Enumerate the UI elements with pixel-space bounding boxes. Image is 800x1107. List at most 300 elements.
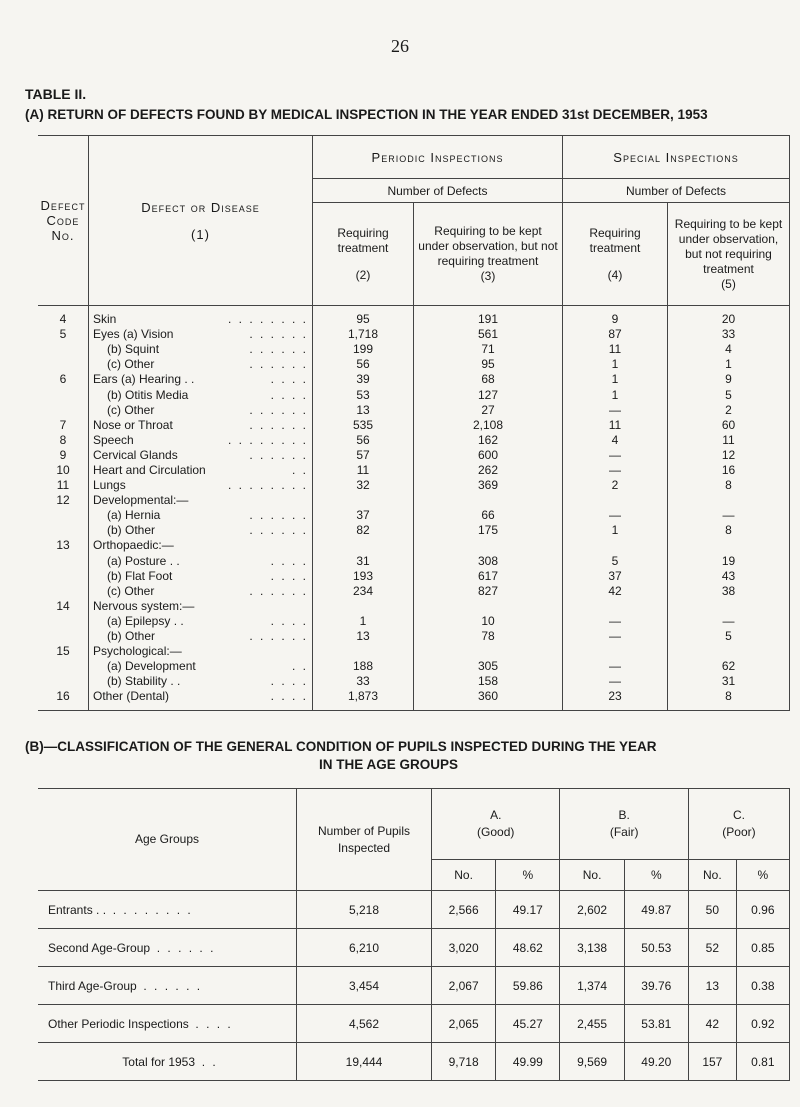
table-row [38, 554, 790, 569]
defect-code [38, 674, 89, 689]
leader-dots: . . . . [270, 553, 308, 568]
header-req-observation-special: Requiring to be kept under observation, but not requiring treatment (5) [668, 203, 790, 306]
defect-code [38, 387, 89, 402]
periodic-observation: 10 [414, 614, 563, 629]
defect-name [89, 659, 313, 674]
defect-label: Eyes (a) Vision [93, 327, 174, 342]
special-treatment: 5 [563, 554, 668, 569]
defect-name [89, 523, 313, 538]
special-treatment [563, 644, 668, 659]
header-good: A. (Good) [432, 789, 560, 860]
periodic-observation: 175 [414, 523, 563, 538]
defect-name [89, 433, 313, 448]
leader-dots: . . . . . . [249, 583, 308, 598]
table-row [38, 584, 790, 599]
table-row [38, 644, 790, 659]
leader-dots: . . . . . . . . [227, 312, 308, 327]
table-row [38, 659, 790, 674]
table-row [38, 463, 790, 478]
header-periodic: Periodic Inspections [313, 136, 563, 179]
periodic-observation: 27 [414, 403, 563, 418]
fair-pct: 49.20 [624, 1043, 688, 1081]
special-observation: 4 [668, 342, 790, 357]
defect-label: Nervous system:— [93, 598, 195, 613]
leader-dots: . . . . . . [249, 342, 308, 357]
defect-code: 4 [38, 306, 89, 328]
special-treatment: — [563, 508, 668, 523]
defect-label: Orthopaedic:— [93, 538, 174, 553]
table-row [38, 1043, 790, 1081]
periodic-treatment: 32 [313, 478, 414, 493]
leader-dots: . . . . [195, 1016, 233, 1031]
defect-name [89, 357, 313, 372]
table-row [38, 599, 790, 614]
table-row [38, 523, 790, 538]
defect-code: 15 [38, 644, 89, 659]
section-a-title: (A) RETURN OF DEFECTS FOUND BY MEDICAL INSPECTION IN THE YEAR ENDED 31st DECEMBER, 1953 [25, 107, 708, 122]
defect-label: (a) Posture . . [107, 553, 180, 568]
special-observation: 8 [668, 478, 790, 493]
special-observation: 11 [668, 433, 790, 448]
periodic-observation: 191 [414, 306, 563, 328]
special-observation: 33 [668, 327, 790, 342]
defect-label: (a) Hernia [107, 508, 161, 523]
header-disease: Defect or Disease (1) [89, 136, 313, 306]
good-pct: 48.62 [496, 929, 560, 967]
defect-label: (b) Other [107, 629, 156, 644]
good-no: 2,067 [432, 967, 496, 1005]
periodic-observation: 600 [414, 448, 563, 463]
defect-label: (b) Otitis Media [107, 387, 189, 402]
special-treatment: — [563, 614, 668, 629]
special-treatment: 1 [563, 523, 668, 538]
special-treatment: 23 [563, 689, 668, 711]
page-number: 26 [391, 36, 409, 56]
header-fair-no: No. [560, 860, 624, 891]
periodic-treatment [313, 538, 414, 553]
defect-label: (c) Other [107, 583, 155, 598]
poor-no: 52 [688, 929, 736, 967]
special-observation: 60 [668, 418, 790, 433]
special-observation: 5 [668, 387, 790, 402]
defect-code [38, 342, 89, 357]
special-observation: 12 [668, 448, 790, 463]
header-good-no: No. [432, 860, 496, 891]
poor-pct: 0.38 [736, 967, 789, 1005]
age-group-label: Third Age-Group [48, 978, 137, 993]
periodic-observation: 71 [414, 342, 563, 357]
age-group-label: Total for 1953 [122, 1054, 196, 1069]
periodic-observation: 308 [414, 554, 563, 569]
special-treatment: — [563, 659, 668, 674]
fair-pct: 39.76 [624, 967, 688, 1005]
table-row [38, 614, 790, 629]
defect-name [89, 403, 313, 418]
header-req-treatment-periodic: Requiring treatment (2) [313, 203, 414, 306]
header-number-defects-special: Number of Defects [563, 179, 790, 203]
age-group [38, 967, 297, 1005]
good-no: 2,065 [432, 1005, 496, 1043]
table-row [38, 569, 790, 584]
age-group-label: Entrants . . [48, 902, 107, 917]
special-observation: — [668, 508, 790, 523]
good-pct: 49.99 [496, 1043, 560, 1081]
periodic-observation: 66 [414, 508, 563, 523]
good-pct: 49.17 [496, 891, 560, 929]
header-age-groups: Age Groups [38, 789, 297, 891]
defect-code: 13 [38, 538, 89, 553]
fair-pct: 49.87 [624, 891, 688, 929]
classification-table [38, 788, 790, 1081]
defect-name [89, 493, 313, 508]
defect-name [89, 387, 313, 402]
defect-code: 16 [38, 689, 89, 711]
fair-no: 3,138 [560, 929, 624, 967]
pupils-inspected: 5,218 [297, 891, 432, 929]
special-treatment: 87 [563, 327, 668, 342]
periodic-observation [414, 644, 563, 659]
header-poor: C. (Poor) [688, 789, 789, 860]
header-fair-pct: % [624, 860, 688, 891]
special-treatment: 1 [563, 387, 668, 402]
fair-no: 9,569 [560, 1043, 624, 1081]
periodic-observation: 262 [414, 463, 563, 478]
periodic-treatment [313, 493, 414, 508]
defect-name [89, 644, 313, 659]
special-treatment [563, 538, 668, 553]
leader-dots: . . . . . . [156, 940, 216, 955]
table-row [38, 1005, 790, 1043]
leader-dots: . . [201, 1054, 218, 1069]
poor-pct: 0.96 [736, 891, 789, 929]
periodic-observation: 305 [414, 659, 563, 674]
table-row [38, 538, 790, 553]
defect-label: Cervical Glands [93, 447, 178, 462]
leader-dots: . . . . . . [249, 523, 308, 538]
special-treatment: 4 [563, 433, 668, 448]
header-pupils-inspected: Number of Pupils Inspected [297, 789, 432, 891]
poor-pct: 0.81 [736, 1043, 789, 1081]
defect-name [89, 342, 313, 357]
poor-no: 50 [688, 891, 736, 929]
leader-dots: . . . . . . [249, 402, 308, 417]
defect-code [38, 629, 89, 644]
special-observation: 8 [668, 689, 790, 711]
defect-label: Nose or Throat [93, 417, 173, 432]
defect-label: Skin [93, 312, 117, 327]
defect-code [38, 357, 89, 372]
special-observation: 2 [668, 403, 790, 418]
defect-code [38, 508, 89, 523]
leader-dots: . . . . . . [249, 629, 308, 644]
poor-no: 157 [688, 1043, 736, 1081]
defect-name [89, 674, 313, 689]
periodic-treatment: 37 [313, 508, 414, 523]
table-row [38, 342, 790, 357]
defect-code: 11 [38, 478, 89, 493]
defect-code [38, 554, 89, 569]
age-group [38, 929, 297, 967]
table-row [38, 387, 790, 402]
periodic-treatment: 199 [313, 342, 414, 357]
periodic-treatment: 13 [313, 403, 414, 418]
periodic-treatment: 234 [313, 584, 414, 599]
periodic-observation: 162 [414, 433, 563, 448]
poor-pct: 0.92 [736, 1005, 789, 1043]
table-row [38, 508, 790, 523]
header-poor-no: No. [688, 860, 736, 891]
defect-name [89, 306, 313, 328]
periodic-treatment: 82 [313, 523, 414, 538]
leader-dots: . . . . [270, 568, 308, 583]
special-observation: 1 [668, 357, 790, 372]
age-group-label: Second Age-Group [48, 940, 151, 955]
special-observation: 8 [668, 523, 790, 538]
special-observation: 38 [668, 584, 790, 599]
periodic-treatment: 39 [313, 372, 414, 387]
defect-label: (b) Other [107, 523, 156, 538]
special-treatment: 9 [563, 306, 668, 328]
defect-label: (c) Other [107, 402, 155, 417]
defect-label: (a) Development [107, 659, 196, 674]
defect-name [89, 508, 313, 523]
leader-dots: . . [291, 462, 308, 477]
defect-code [38, 614, 89, 629]
table-label: TABLE II. [25, 86, 87, 102]
special-observation: 19 [668, 554, 790, 569]
pupils-inspected: 6,210 [297, 929, 432, 967]
fair-pct: 50.53 [624, 929, 688, 967]
defect-label: (a) Epilepsy . . [107, 613, 184, 628]
leader-dots: . . . . [270, 674, 308, 689]
periodic-treatment: 33 [313, 674, 414, 689]
periodic-treatment: 188 [313, 659, 414, 674]
defect-name [89, 689, 313, 711]
table-row [38, 478, 790, 493]
table-row [38, 403, 790, 418]
special-treatment: — [563, 448, 668, 463]
defect-name [89, 614, 313, 629]
special-treatment: — [563, 463, 668, 478]
periodic-treatment: 31 [313, 554, 414, 569]
table-row [38, 689, 790, 711]
header-poor-pct: % [736, 860, 789, 891]
defect-name [89, 629, 313, 644]
periodic-observation: 827 [414, 584, 563, 599]
periodic-observation: 360 [414, 689, 563, 711]
defect-name [89, 463, 313, 478]
periodic-observation: 561 [414, 327, 563, 342]
special-treatment: 2 [563, 478, 668, 493]
special-treatment: 37 [563, 569, 668, 584]
header-special: Special Inspections [563, 136, 790, 179]
special-observation [668, 599, 790, 614]
special-treatment [563, 493, 668, 508]
defect-name [89, 418, 313, 433]
leader-dots: . . . . . . [143, 978, 203, 993]
periodic-treatment: 1,873 [313, 689, 414, 711]
defect-name [89, 599, 313, 614]
leader-dots: . . . . . . . . [227, 432, 308, 447]
defect-name [89, 569, 313, 584]
defect-code: 5 [38, 327, 89, 342]
defect-label: Speech [93, 432, 134, 447]
periodic-treatment: 53 [313, 387, 414, 402]
special-observation: 5 [668, 629, 790, 644]
defects-table [38, 135, 790, 711]
periodic-observation: 95 [414, 357, 563, 372]
special-observation: 20 [668, 306, 790, 328]
leader-dots: . . . . . . [249, 447, 308, 462]
table-row [38, 891, 790, 929]
table-row [38, 629, 790, 644]
periodic-observation [414, 493, 563, 508]
table-row [38, 306, 790, 328]
periodic-observation: 158 [414, 674, 563, 689]
periodic-treatment: 11 [313, 463, 414, 478]
special-treatment: 1 [563, 372, 668, 387]
header-fair: B. (Fair) [560, 789, 688, 860]
periodic-treatment: 193 [313, 569, 414, 584]
leader-dots: . . [291, 659, 308, 674]
defect-code [38, 569, 89, 584]
leader-dots: . . . . . . [249, 327, 308, 342]
special-observation: 16 [668, 463, 790, 478]
defect-code [38, 403, 89, 418]
table-row [38, 674, 790, 689]
periodic-treatment: 57 [313, 448, 414, 463]
periodic-treatment: 1,718 [313, 327, 414, 342]
leader-dots: . . . . [270, 689, 308, 704]
defect-label: (b) Flat Foot [107, 568, 173, 583]
special-treatment [563, 599, 668, 614]
periodic-observation: 2,108 [414, 418, 563, 433]
periodic-observation: 68 [414, 372, 563, 387]
defect-code [38, 659, 89, 674]
defect-label: Developmental:— [93, 493, 189, 508]
header-good-pct: % [496, 860, 560, 891]
fair-pct: 53.81 [624, 1005, 688, 1043]
age-group [38, 891, 297, 929]
periodic-observation [414, 538, 563, 553]
defect-name [89, 478, 313, 493]
periodic-treatment: 56 [313, 357, 414, 372]
defect-label: Heart and Circulation [93, 462, 206, 477]
pupils-inspected: 4,562 [297, 1005, 432, 1043]
defect-label: Other (Dental) [93, 689, 170, 704]
special-observation [668, 644, 790, 659]
poor-pct: 0.85 [736, 929, 789, 967]
periodic-observation: 617 [414, 569, 563, 584]
defect-name [89, 538, 313, 553]
table-row [38, 327, 790, 342]
defect-code [38, 584, 89, 599]
periodic-observation: 127 [414, 387, 563, 402]
defect-label: Ears (a) Hearing . . [93, 372, 195, 387]
defect-name [89, 327, 313, 342]
special-treatment: — [563, 629, 668, 644]
periodic-treatment [313, 599, 414, 614]
special-treatment: 1 [563, 357, 668, 372]
table-row [38, 493, 790, 508]
defect-code: 7 [38, 418, 89, 433]
periodic-treatment: 95 [313, 306, 414, 328]
periodic-observation: 369 [414, 478, 563, 493]
special-observation: 62 [668, 659, 790, 674]
special-observation: — [668, 614, 790, 629]
defect-code: 6 [38, 372, 89, 387]
defect-code: 9 [38, 448, 89, 463]
defect-code: 10 [38, 463, 89, 478]
defect-name [89, 584, 313, 599]
age-group [38, 1005, 297, 1043]
pupils-inspected: 3,454 [297, 967, 432, 1005]
defect-label: (b) Squint [107, 342, 160, 357]
defect-label: Psychological:— [93, 644, 182, 659]
table-row [38, 448, 790, 463]
good-no: 9,718 [432, 1043, 496, 1081]
header-code: Defect Code No. [38, 136, 89, 306]
leader-dots: . . . . . . [249, 508, 308, 523]
table-row [38, 433, 790, 448]
periodic-treatment: 56 [313, 433, 414, 448]
defect-name [89, 448, 313, 463]
header-req-treatment-special: Requiring treatment (4) [563, 203, 668, 306]
periodic-observation: 78 [414, 629, 563, 644]
defect-label: Lungs [93, 478, 126, 493]
leader-dots: . . . . [270, 372, 308, 387]
leader-dots: . . . . [270, 387, 308, 402]
section-b-title: (B)—CLASSIFICATION OF THE GENERAL CONDITION OF PUPILS INSPECTED DURING THE YEAR IN THE AGE GROUPS [25, 739, 657, 772]
table-row [38, 372, 790, 387]
good-pct: 45.27 [496, 1005, 560, 1043]
defect-code: 8 [38, 433, 89, 448]
age-group-label: Other Periodic Inspections [48, 1016, 189, 1031]
header-req-observation-periodic: Requiring to be kept under observation, but not requiring treatment (3) [414, 203, 563, 306]
special-observation: 43 [668, 569, 790, 584]
defect-code [38, 523, 89, 538]
defect-name [89, 372, 313, 387]
periodic-treatment: 1 [313, 614, 414, 629]
special-observation [668, 493, 790, 508]
good-no: 3,020 [432, 929, 496, 967]
periodic-observation [414, 599, 563, 614]
good-no: 2,566 [432, 891, 496, 929]
defect-name [89, 554, 313, 569]
fair-no: 2,455 [560, 1005, 624, 1043]
special-observation [668, 538, 790, 553]
good-pct: 59.86 [496, 967, 560, 1005]
leader-dots: . . . . . . . . [227, 478, 308, 493]
leader-dots: . . . . . . . . [112, 902, 193, 917]
special-treatment: — [563, 403, 668, 418]
leader-dots: . . . . . . [249, 417, 308, 432]
defect-label: (b) Stability . . [107, 674, 181, 689]
fair-no: 2,602 [560, 891, 624, 929]
poor-no: 42 [688, 1005, 736, 1043]
age-group [38, 1043, 297, 1081]
pupils-inspected: 19,444 [297, 1043, 432, 1081]
periodic-treatment: 13 [313, 629, 414, 644]
special-treatment: 42 [563, 584, 668, 599]
table-row [38, 418, 790, 433]
poor-no: 13 [688, 967, 736, 1005]
special-treatment: 11 [563, 342, 668, 357]
fair-no: 1,374 [560, 967, 624, 1005]
leader-dots: . . . . [270, 613, 308, 628]
special-treatment: 11 [563, 418, 668, 433]
special-observation: 31 [668, 674, 790, 689]
